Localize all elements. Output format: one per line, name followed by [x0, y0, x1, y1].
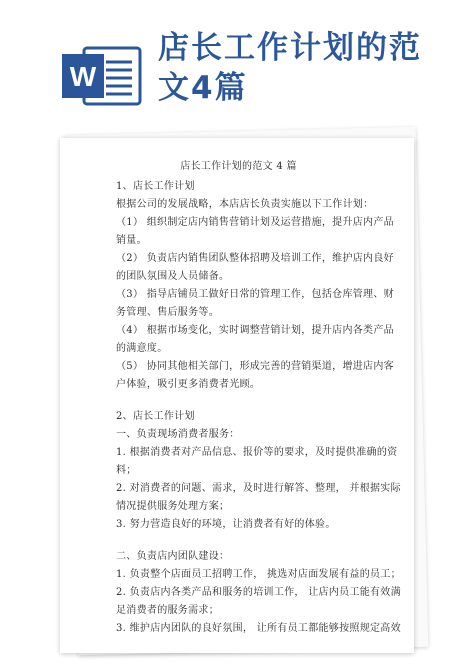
- document-line: （3） 指导店铺员工做好日常的管理工作，包括仓库管理、财: [116, 289, 394, 300]
- page-title: [158, 28, 458, 108]
- document-line: 户体验，吸引更多消费者光顾。: [116, 379, 261, 390]
- page-header: [0, 0, 474, 120]
- document-title: 店长工作计划的范文 4 篇: [180, 161, 297, 172]
- document-line: 销量。: [116, 235, 147, 246]
- page-title-line-2: 文4篇: [158, 70, 248, 106]
- document-line: 二、负责店内团队建设：: [116, 551, 230, 562]
- document-line: 的团队氛围及人员储备。: [116, 271, 230, 282]
- document-line: 1. 负责整个店面员工招聘工作， 挑选对店面发展有益的员工；: [116, 569, 401, 580]
- document-line: 一、负责现场消费者服务：: [116, 429, 240, 440]
- document-line: 1、店长工作计划: [116, 181, 195, 192]
- document-line: 2. 对消费者的问题、需求，及时进行解答、整理， 并根据实际: [116, 483, 401, 494]
- document-line: 2. 负责店内各类产品和服务的培训工作， 让店内员工能有效满: [116, 587, 401, 598]
- paragraph-gap: [116, 394, 414, 408]
- document-line: 情况提供服务处理方案；: [116, 501, 230, 512]
- document-body: [116, 158, 414, 638]
- document-page: [60, 138, 414, 653]
- document-lines: [116, 178, 414, 638]
- document-line: 务管理、售后服务等。: [116, 307, 219, 318]
- page-title-line-1: 店长工作计划的范: [158, 30, 422, 66]
- document-line: 料；: [116, 465, 137, 476]
- word-logo-letter: W: [69, 61, 97, 92]
- document-line: （1） 组织制定店内销售营销计划及运营措施，提升店内产品: [116, 217, 394, 228]
- document-line: 1. 根据消费者对产品信息、报价等的要求，及时提供准确的资: [116, 447, 398, 458]
- document-line: 的满意度。: [116, 343, 168, 354]
- document-line: 根据公司的发展战略，本店店长负责实施以下工作计划：: [116, 199, 374, 210]
- document-line: 3. 维护店内团队的良好氛围， 让所有员工都能够按照规定高效: [116, 623, 401, 634]
- word-document-icon: [62, 44, 144, 108]
- document-line: 3. 努力营造良好的环境，让消费者有好的体验。: [116, 519, 336, 530]
- document-line: 足消费者的服务需求；: [116, 605, 219, 616]
- document-line: （4） 根据市场变化，实时调整营销计划，提升店内各类产品: [116, 325, 394, 336]
- document-line: （5） 协同其他相关部门，形成完善的营销渠道，增进店内客: [116, 361, 394, 372]
- document-line: （2） 负责店内销售团队整体招聘及培训工作，维护店内良好: [116, 253, 394, 264]
- paragraph-gap: [116, 534, 414, 548]
- document-line: 2、店长工作计划: [116, 411, 195, 422]
